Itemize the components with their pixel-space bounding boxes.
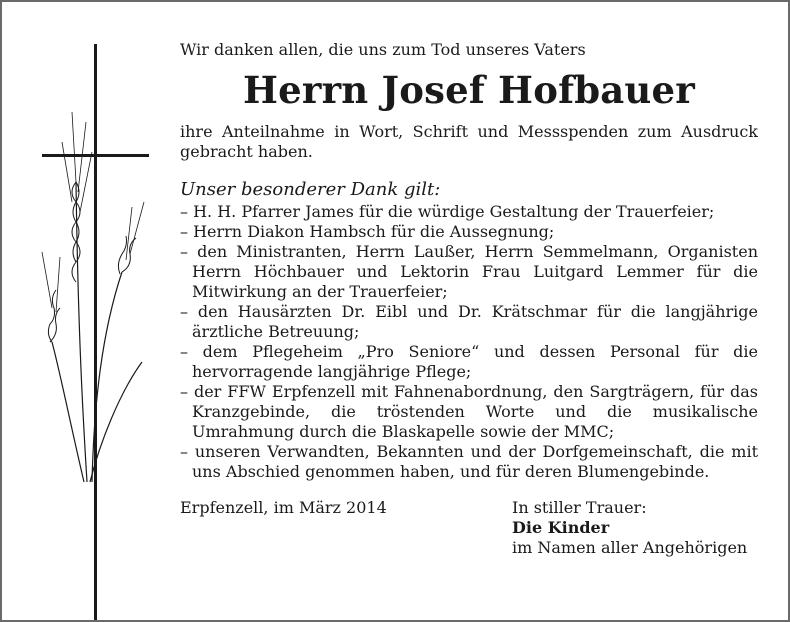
on-behalf-text: im Namen aller Angehörigen bbox=[512, 538, 748, 557]
signatories: Die Kinder bbox=[512, 518, 610, 537]
thanks-item: – Herrn Diakon Hambsch für die Aussegnung; bbox=[180, 222, 555, 241]
mourning-label: In stiller Trauer: bbox=[512, 498, 647, 517]
thanks-item: – der FFW Erpfenzell mit Fahnenabordnung, den Sargträgern, für das Kranzgebinde, die tröstenden Worte und die musikalische Umrahmung durch die Blaskapelle sowie der MMC; bbox=[180, 382, 758, 441]
deceased-name: Herrn Josef Hofbauer bbox=[243, 68, 695, 112]
thanks-list bbox=[180, 202, 758, 482]
thanks-item: – dem Pflegeheim „Pro Seniore“ und dessen Personal für die hervorragende langjährige Pflege; bbox=[180, 342, 758, 381]
place-date: Erpfenzell, im März 2014 bbox=[180, 498, 387, 517]
thanks-item: – den Ministranten, Herrn Laußer, Herrn Semmelmann, Organisten Herrn Höchbauer und Lektorin Frau Luitgard Lemmer für die Mitwirkung an der Trauerfeier; bbox=[180, 242, 758, 301]
signature-block bbox=[512, 498, 747, 558]
thanks-item: – den Hausärzten Dr. Eibl und Dr. Krätschmar für die langjährige ärztliche Betreuung; bbox=[180, 302, 758, 341]
intro-text: Wir danken allen, die uns zum Tod unseres Vaters bbox=[180, 40, 586, 59]
cross-with-wheat-icon bbox=[32, 42, 162, 622]
notice-content bbox=[180, 40, 758, 568]
thanks-item: – H. H. Pfarrer James für die würdige Gestaltung der Trauerfeier; bbox=[180, 202, 715, 221]
body-text: ihre Anteilnahme in Wort, Schrift und Messspenden zum Ausdruck gebracht haben. bbox=[180, 122, 758, 161]
thanks-item: – unseren Verwandten, Bekannten und der Dorfgemeinschaft, die mit uns Abschied genommen haben, und für deren Blumengebinde. bbox=[180, 442, 758, 481]
notice-footer bbox=[180, 498, 758, 568]
thanks-heading: Unser besonderer Dank gilt: bbox=[180, 179, 441, 200]
